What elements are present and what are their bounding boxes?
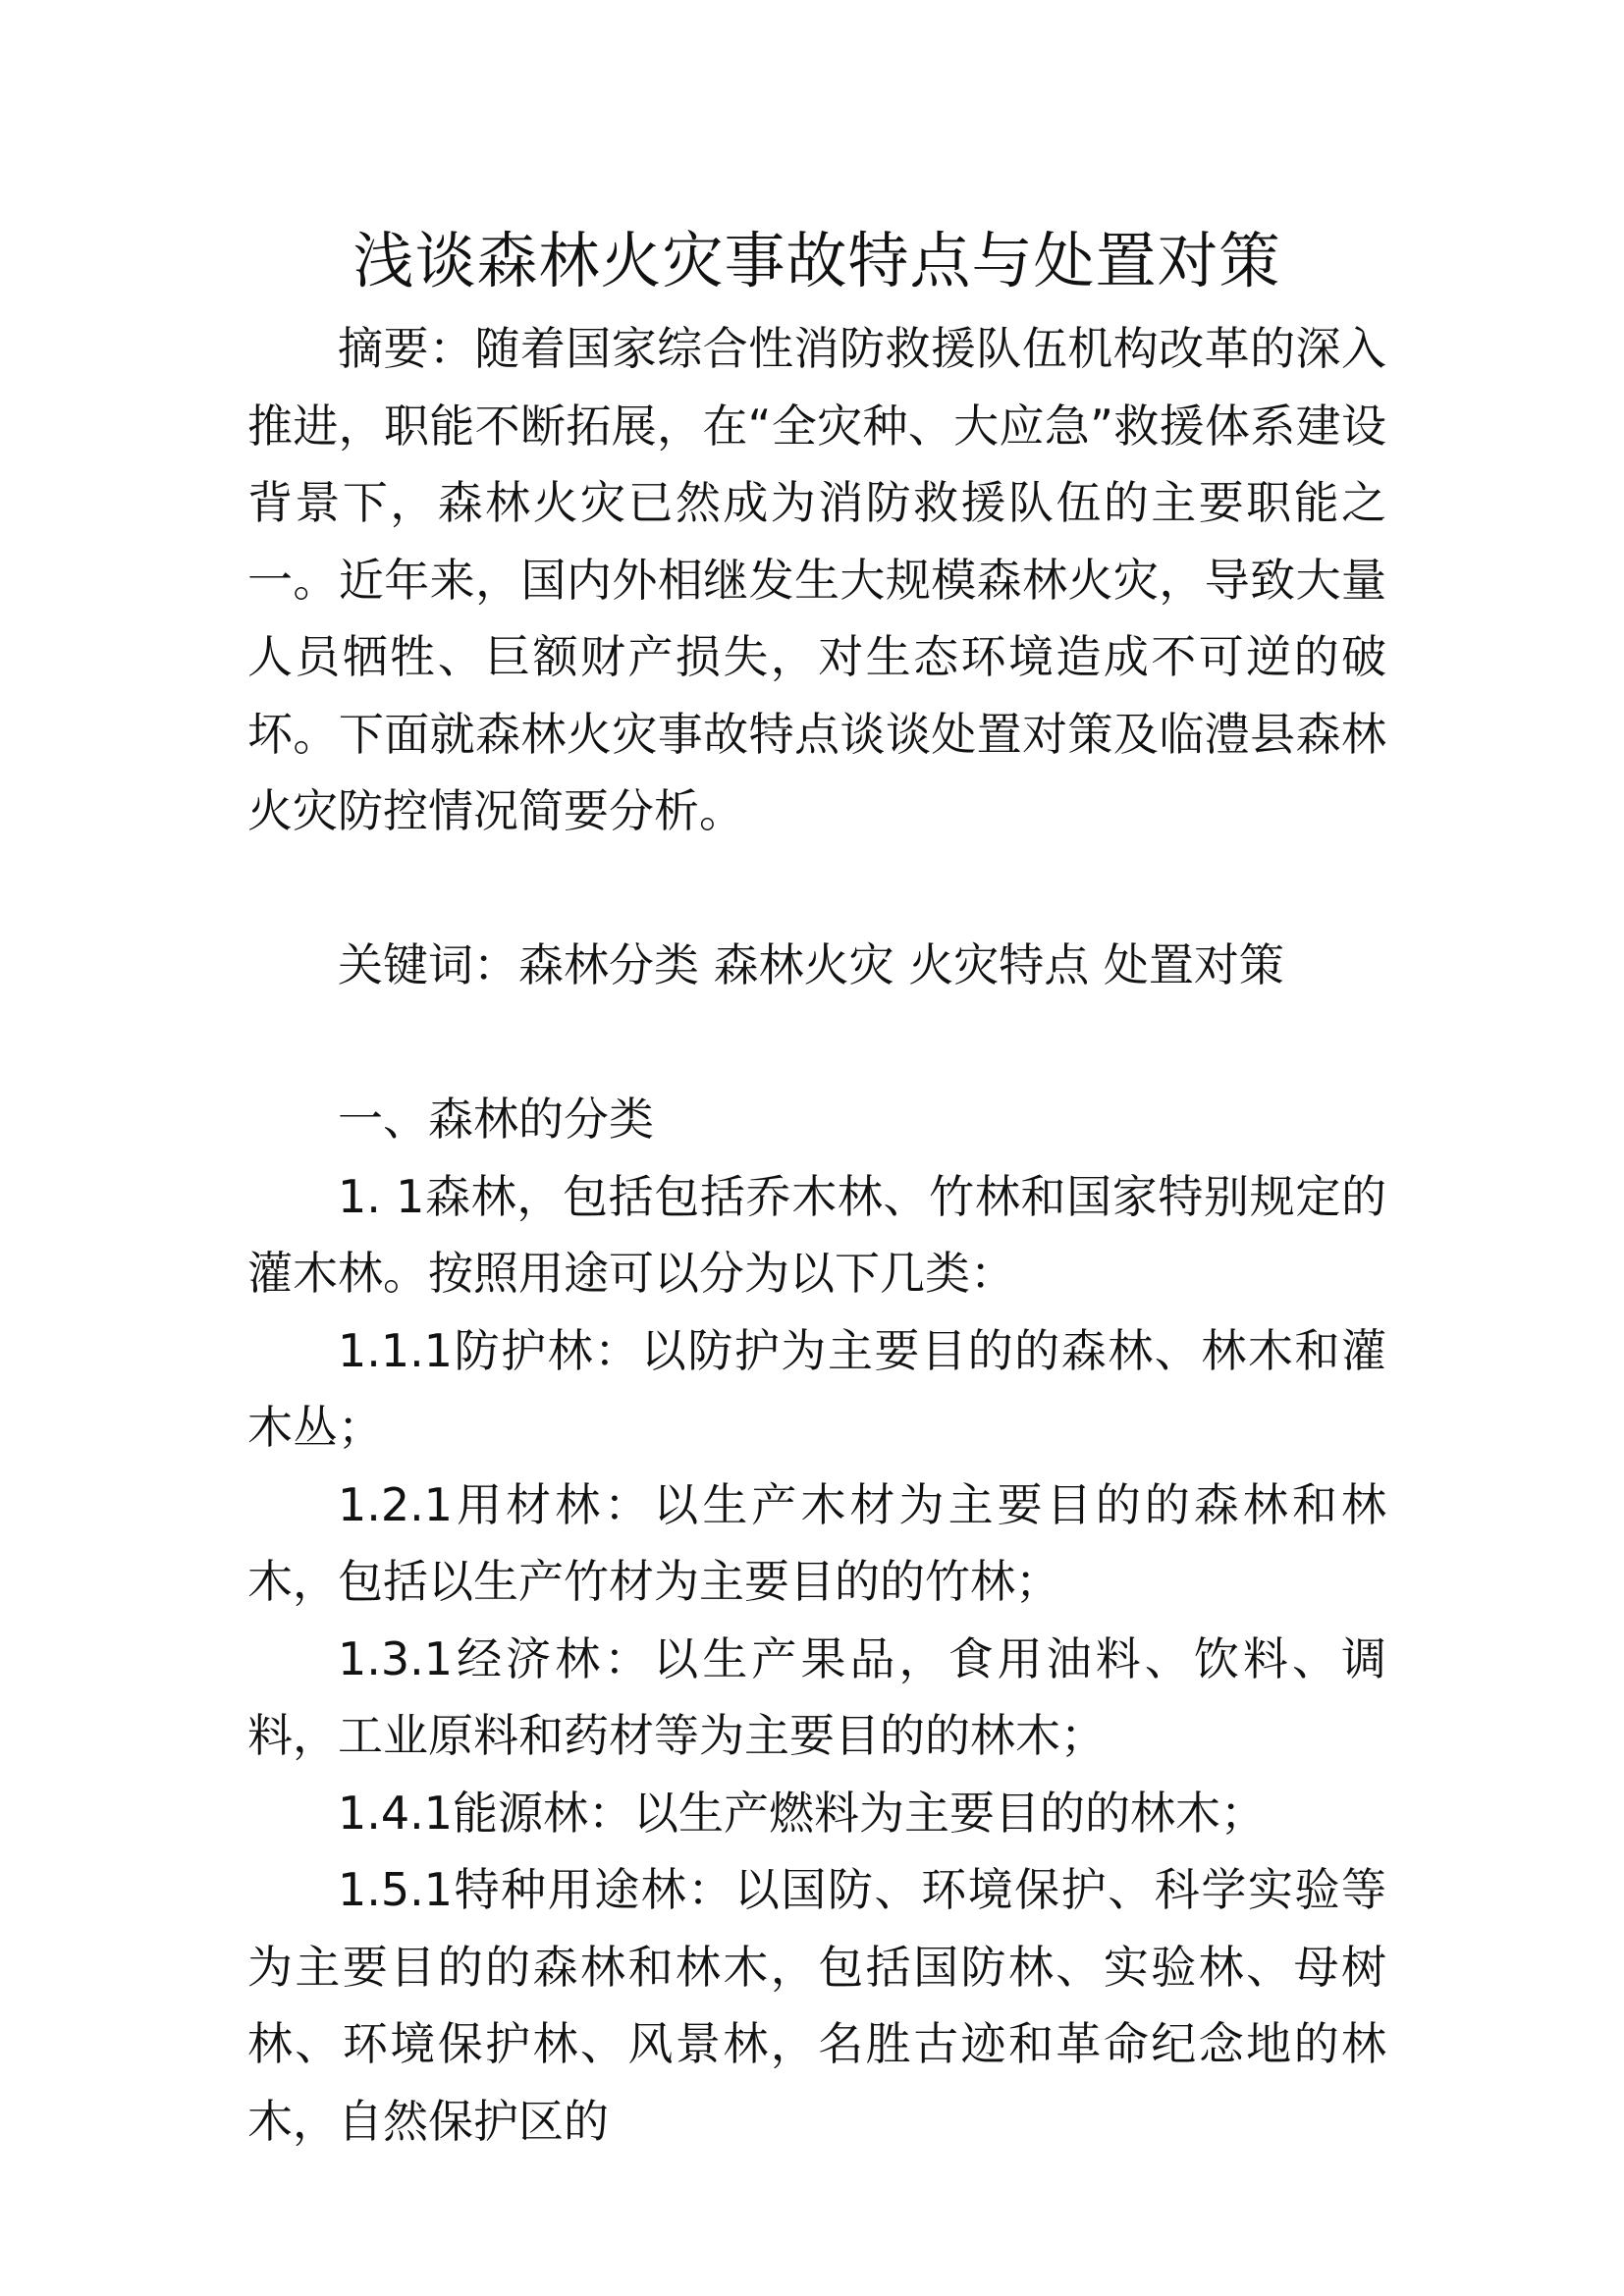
body-paragraph: 1. 1森林，包括包括乔木林、竹林和国家特别规定的灌木林。按照用途可以分为以下几类： (247, 1169, 1386, 1300)
document-body (247, 212, 1386, 2160)
keywords-line: 关键词：森林分类 森林火灾 火灾特点 处置对策 (338, 938, 1284, 991)
body-paragraph: 1.4.1能源林：以生产燃料为主要目的的林木； (338, 1786, 1267, 1840)
body-paragraph: 1.2.1用材林：以生产木材为主要目的的森林和林木，包括以生产竹材为主要目的的竹林； (247, 1477, 1386, 1608)
body-paragraph: 1.3.1经济林：以生产果品，食用油料、饮料、调料，工业原料和药材等为主要目的的林木； (247, 1631, 1386, 1762)
spacer (247, 850, 1386, 928)
abstract-paragraph: 摘要：随着国家综合性消防救援队伍机构改革的深入推进，职能不断拓展，在“全灾种、大应急”救援体系建设背景下，森林火灾已然成为消防救援队伍的主要职能之一。近年来，国内外相继发生大规模森林火灾，导致大量人员牺牲、巨额财产损失，对生态环境造成不可逆的破坏。下面就森林火灾事故特点谈谈处置对策及临澧县森林火灾防控情况简要分析。 (247, 322, 1386, 837)
spacer (247, 1004, 1386, 1082)
body-paragraph: 1.5.1特种用途林：以国防、环境保护、科学实验等为主要目的的森林和林木，包括国防林、实验林、母树林、环境保护林、风景林，名胜古迹和革命纪念地的林木，自然保护区的 (247, 1863, 1386, 2148)
section-heading: 一、森林的分类 (338, 1093, 654, 1146)
document-title: 浅谈森林火灾事故特点与处置对策 (352, 225, 1281, 296)
body-paragraph: 1.1.1防护林：以防护为主要目的的森林、林木和灌木丛； (247, 1323, 1386, 1454)
